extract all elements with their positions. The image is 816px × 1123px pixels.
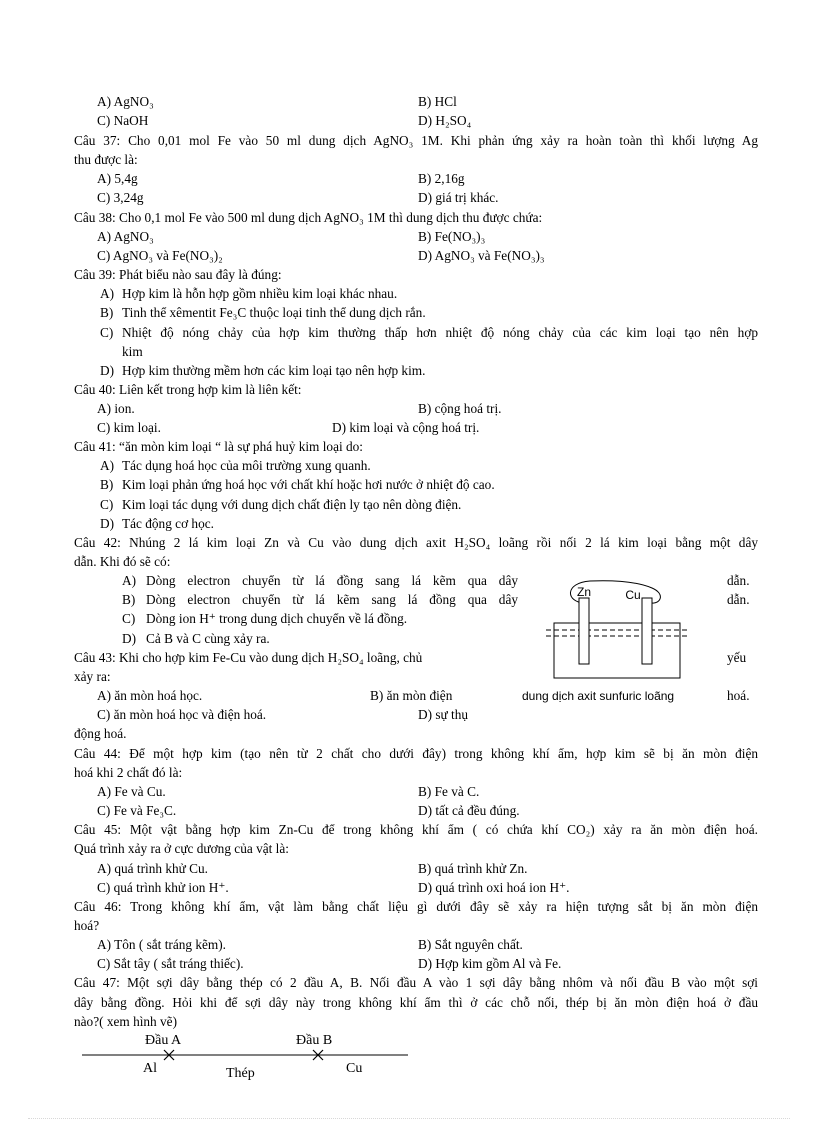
q41-option-d-label: D): [100, 516, 115, 531]
q40-option-a: A) ion.: [97, 401, 135, 416]
question-43-stem-cont: xảy ra:: [74, 669, 111, 684]
q42-option-b-end: dẫn.: [727, 592, 750, 607]
head-a-label: Đầu A: [145, 1033, 182, 1048]
question-45-stem-cont: Quá trình xảy ra ở cực dương của vật là:: [74, 841, 289, 856]
q40-option-b: B) cộng hoá trị.: [418, 401, 502, 416]
question-46-stem-cont: hoá?: [74, 918, 100, 933]
option-d: D) H₂SO₄: [418, 113, 472, 128]
q40-option-d: D) kim loại và cộng hoá trị.: [332, 420, 480, 435]
q44-option-a: A) Fe và Cu.: [97, 784, 166, 799]
q37-option-b: B) 2,16g: [418, 171, 465, 186]
question-39-stem: Câu 39: Phát biểu nào sau đây là đúng:: [74, 267, 282, 282]
question-40-stem: Câu 40: Liên kết trong hợp kim là liên kết:: [74, 382, 302, 397]
q43-option-d-cont: động hoá.: [74, 726, 127, 741]
zn-label: Zn: [576, 585, 592, 599]
question-42-stem: Câu 42: Nhúng 2 lá kim loại Zn và Cu vào dung dịch axit H₂SO₄ loãng rồi nối 2 lá kim loại bằng một dây: [74, 535, 758, 550]
question-43-stem-end: yếu: [727, 650, 747, 665]
question-47-stem-end: nào?( xem hình vẽ): [74, 1014, 178, 1029]
page-bottom-border: [28, 1118, 790, 1119]
question-42-stem-cont: dẫn. Khi đó sẽ có:: [74, 554, 171, 569]
option-a: A) AgNO₃: [97, 94, 154, 109]
q46-option-d: D) Hợp kim gồm Al và Fe.: [418, 956, 562, 971]
q38-option-a: A) AgNO₃: [97, 229, 154, 244]
steel-label: Thép: [226, 1066, 255, 1081]
question-37-stem: Câu 37: Cho 0,01 mol Fe vào 50 ml dung dịch AgNO₃ 1M. Khi phản ứng xảy ra hoàn toàn thì khối lượng Ag: [74, 133, 758, 148]
q39-option-a-label: A): [100, 286, 115, 301]
q44-option-d: D) tất cả đều đúng.: [418, 803, 520, 818]
question-37-stem-cont: thu được là:: [74, 152, 138, 167]
question-47-stem: Câu 47: Một sợi dây bằng thép có 2 đầu A, B. Nối đầu A vào 1 sợi dây bằng nhôm và nối đầu B vào một sợi: [74, 975, 758, 990]
q41-option-c-label: C): [100, 497, 114, 512]
q42-option-c: Dòng ion H⁺ trong dung dịch chuyển về lá đồng.: [146, 611, 408, 626]
q41-option-b-label: B): [100, 477, 114, 492]
q44-option-c: C) Fe và Fe₃C.: [97, 803, 177, 818]
q41-option-b: Kim loại phản ứng hoá học với chất khí hoặc hơi nước ở nhiệt độ cao.: [122, 477, 495, 492]
q45-option-b: B) quá trình khử Zn.: [418, 861, 528, 876]
q44-option-b: B) Fe và C.: [418, 784, 480, 799]
question-46-stem: Câu 46: Trong không khí ẩm, vật làm bằng chất liệu gì dưới đây sẽ xảy ra hiện tượng sắt bị ăn mòn điện: [74, 899, 758, 914]
question-47-stem-cont: dây bằng đồng. Hỏi khi để sợi dây này trong không khí ẩm thì ở các chỗ nối, thép bị ăn mòn điện hoá ở đầu: [74, 995, 758, 1010]
q42-option-a: Dòng electron chuyển từ lá đồng sang lá kẽm qua dây: [146, 573, 518, 588]
q42-option-d-label: D): [122, 631, 137, 646]
q38-option-b: B) Fe(NO₃)₃: [418, 229, 486, 244]
question-44-stem: Câu 44: Để một hợp kim (tạo nên từ 2 chất cho dưới đây) trong không khí ẩm, hợp kim sẽ bị ăn mòn điện: [74, 746, 758, 761]
q42-option-c-label: C): [122, 611, 136, 626]
q39-option-d-label: D): [100, 363, 115, 378]
q42-option-a-label: A): [122, 573, 137, 588]
question-45-stem: Câu 45: Một vật bằng hợp kim Zn-Cu để trong không khí ẩm ( có chứa khí CO₂) xảy ra ăn mòn điện hoá.: [74, 822, 758, 837]
q42-option-b: Dòng electron chuyển từ lá kẽm sang lá đồng qua dây: [146, 592, 518, 607]
q45-option-c: C) quá trình khử ion H⁺.: [97, 880, 229, 895]
q38-option-d: D) AgNO₃ và Fe(NO₃)₃: [418, 248, 545, 263]
head-b-label: Đầu B: [296, 1033, 333, 1048]
q39-option-c-cont: kim: [122, 344, 143, 359]
option-b: B) HCl: [418, 94, 457, 109]
q41-option-a-label: A): [100, 458, 115, 473]
question-44-stem-cont: hoá khi 2 chất đó là:: [74, 765, 183, 780]
q37-option-d: D) giá trị khác.: [418, 190, 499, 205]
al-label: Al: [143, 1061, 157, 1076]
q39-option-c-label: C): [100, 325, 114, 340]
q41-option-a: Tác dụng hoá học của môi trường xung quanh.: [122, 458, 371, 473]
q43-option-d: D) sự thụ: [418, 707, 469, 722]
q43-option-b: B) ăn mòn điện: [370, 688, 453, 703]
q39-option-c: Nhiệt độ nóng chảy của hợp kim thường thấp hơn nhiệt độ nóng chảy của các kim loại tạo nên hợp: [122, 325, 758, 340]
q41-option-c: Kim loại tác dụng với dung dịch chất điện ly tạo nên dòng điện.: [122, 497, 462, 512]
question-38-stem: Câu 38: Cho 0,1 mol Fe vào 500 ml dung dịch AgNO₃ 1M thì dung dịch thu được chứa:: [74, 210, 543, 225]
q39-option-d: Hợp kim thường mềm hơn các kim loại tạo nên hợp kim.: [122, 363, 426, 378]
option-c: C) NaOH: [97, 113, 149, 128]
q43-option-b-end: hoá.: [727, 688, 750, 703]
q43-option-c: C) ăn mòn hoá học và điện hoá.: [97, 707, 267, 722]
q38-option-c: C) AgNO₃ và Fe(NO₃)₂: [97, 248, 223, 263]
q42-option-b-label: B): [122, 592, 136, 607]
q37-option-a: A) 5,4g: [97, 171, 138, 186]
question-41-stem: Câu 41: “ăn mòn kim loại “ là sự phá huỷ kim loại do:: [74, 439, 363, 454]
q39-option-b-label: B): [100, 305, 114, 320]
cu-label: Cu: [625, 588, 641, 602]
question-43-stem: Câu 43: Khi cho hợp kim Fe-Cu vào dung dịch H₂SO₄ loãng, chủ: [74, 650, 423, 665]
q41-option-d: Tác động cơ học.: [122, 516, 214, 531]
q42-option-a-end: dẫn.: [727, 573, 750, 588]
galvanic-cell-figure: [530, 580, 730, 705]
q45-option-a: A) quá trình khử Cu.: [97, 861, 208, 876]
q37-option-c: C) 3,24g: [97, 190, 144, 205]
q39-option-a: Hợp kim là hỗn hợp gồm nhiều kim loại khác nhau.: [122, 286, 398, 301]
q39-option-b: Tinh thể xêmentit Fe₃C thuộc loại tinh thể dung dịch rắn.: [122, 305, 426, 320]
q46-option-b: B) Sắt nguyên chất.: [418, 937, 523, 952]
q46-option-a: A) Tôn ( sắt tráng kẽm).: [97, 937, 226, 952]
q40-option-c: C) kim loại.: [97, 420, 161, 435]
q46-option-c: C) Sắt tây ( sắt tráng thiếc).: [97, 956, 244, 971]
cu-wire-label: Cu: [346, 1061, 363, 1076]
figure-caption: dung dịch axit sunfuric loãng: [522, 689, 675, 703]
q45-option-d: D) quá trình oxi hoá ion H⁺.: [418, 880, 570, 895]
q43-option-a: A) ăn mòn hoá học.: [97, 688, 203, 703]
q42-option-d: Cả B và C cùng xảy ra.: [146, 631, 270, 646]
